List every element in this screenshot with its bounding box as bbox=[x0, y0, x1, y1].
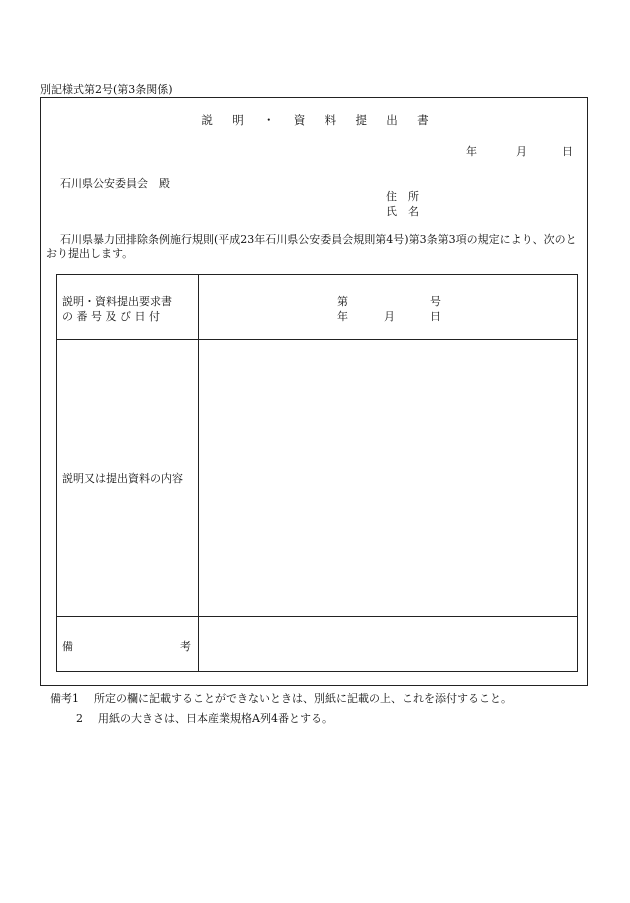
row1-number-suffix: 号 bbox=[430, 295, 441, 308]
title-char: 資 bbox=[293, 113, 306, 127]
date-day-label: 日 bbox=[562, 145, 573, 158]
title-char: 説 bbox=[201, 113, 213, 127]
row1-label-line2: の 番 号 及 び 日 付 bbox=[62, 310, 160, 323]
row1-date-day: 日 bbox=[430, 310, 441, 323]
row3-label-right: 考 bbox=[180, 640, 191, 653]
note-1-text: 所定の欄に記載することができないときは、別紙に記載の上、これを添付すること。 bbox=[94, 692, 512, 705]
note-1-prefix: 備考1 bbox=[50, 692, 79, 705]
form-number-label: 別記様式第2号(第3条関係) bbox=[40, 83, 173, 96]
title-char: 明 bbox=[232, 113, 244, 127]
body-text: 石川県暴力団排除条例施行規則(平成23年石川県公安委員会規則第4号)第3条第3項の規定により、次のとおり提出します。 bbox=[46, 233, 577, 260]
address-label: 住 所 bbox=[386, 190, 419, 203]
name-label: 氏 名 bbox=[386, 205, 419, 218]
note-2-prefix: 2 bbox=[76, 712, 83, 725]
row1-date-month: 月 bbox=[384, 310, 395, 323]
date-month-label: 月 bbox=[516, 145, 527, 158]
title-char: 書 bbox=[417, 113, 429, 127]
table-row-divider bbox=[56, 339, 578, 340]
date-year-label: 年 bbox=[466, 145, 477, 158]
title-char: 出 bbox=[386, 113, 398, 127]
row1-number-prefix: 第 bbox=[337, 295, 348, 308]
note-1 bbox=[50, 690, 512, 706]
note-2 bbox=[76, 710, 333, 726]
row2-label: 説明又は提出資料の内容 bbox=[62, 472, 183, 485]
table-row-divider bbox=[56, 616, 578, 617]
row1-date-year: 年 bbox=[337, 310, 348, 323]
addressee: 石川県公安委員会 殿 bbox=[60, 177, 170, 190]
title-char: 料 bbox=[324, 113, 337, 127]
row1-label-line1: 説明・資料提出要求書 bbox=[62, 295, 172, 308]
note-2-text: 用紙の大きさは、日本産業規格A列4番とする。 bbox=[98, 712, 333, 725]
row3-label-left: 備 bbox=[62, 640, 73, 653]
table-column-divider bbox=[198, 274, 199, 672]
title-char: ・ bbox=[263, 113, 275, 127]
title-char: 提 bbox=[355, 113, 367, 127]
document-title bbox=[0, 112, 630, 128]
